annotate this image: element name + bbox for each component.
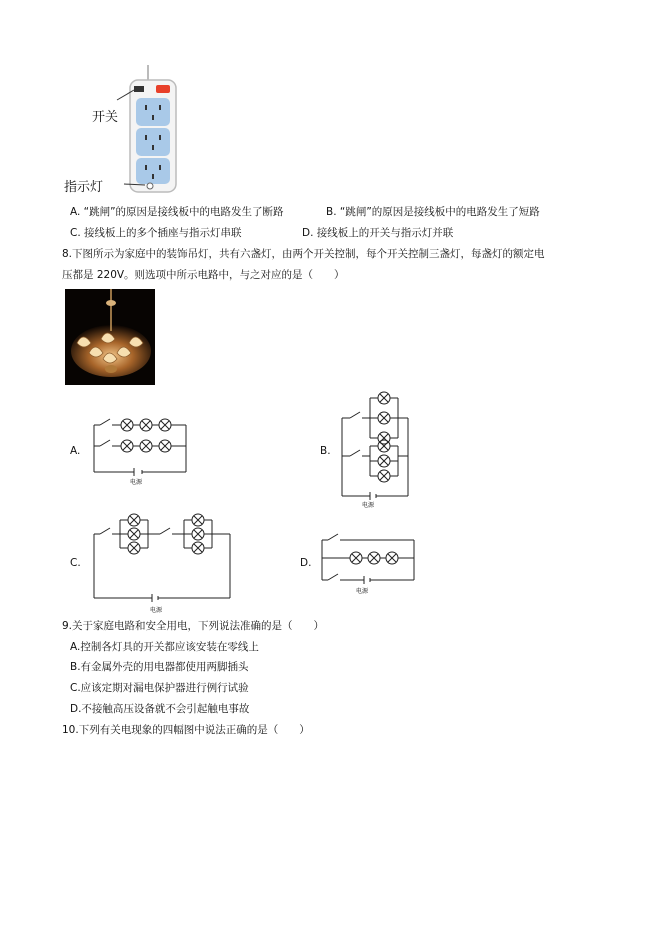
- circuit-b-label: B.: [320, 445, 331, 457]
- q10-stem: 10.下列有关电现象的四幅图中说法正确的是（ ）: [62, 724, 310, 736]
- q7-option-b: B. “跳闸”的原因是接线板中的电路发生了短路: [326, 206, 540, 218]
- chandelier-photo: [65, 289, 155, 385]
- q9-stem: 9.关于家庭电路和安全用电，下列说法准确的是（ ）: [62, 620, 325, 632]
- circuit-c-label: C.: [70, 557, 81, 569]
- q9-option-b: B.有金属外壳的用电器都使用两脚插头: [70, 661, 249, 673]
- switch-label: 开关: [92, 110, 119, 125]
- circuit-a-label: A.: [70, 445, 81, 457]
- circuit-d: [316, 530, 420, 590]
- q7-option-c: C. 接线板上的多个插座与指示灯串联: [70, 227, 242, 239]
- q8-stem-line2: 压都是 220V。则选项中所示电路中，与之对应的是（ ）: [62, 269, 345, 281]
- circuit-d-power-label: 电源: [356, 588, 369, 595]
- q7-option-a: A. “跳闸”的原因是接线板中的电路发生了断路: [70, 206, 284, 218]
- circuit-d-label: D.: [300, 557, 312, 569]
- circuit-a-power-label: 电源: [130, 479, 143, 486]
- circuit-b-power-label: 电源: [362, 502, 375, 509]
- indicator-label: 指示灯: [64, 180, 104, 195]
- q9-option-d: D.不接触高压设备就不会引起触电事故: [70, 703, 250, 715]
- q8-stem-line1: 8.下图所示为家庭中的装饰吊灯，共有六盏灯，由两个开关控制，每个开关控制三盏灯，每盏灯的额定电: [62, 248, 545, 260]
- circuit-a: [86, 412, 196, 484]
- q7-option-d: D. 接线板上的开关与指示灯并联: [302, 227, 454, 239]
- circuit-c-power-label: 电源: [150, 607, 163, 614]
- q9-option-c: C.应该定期对漏电保护器进行例行试验: [70, 682, 249, 694]
- circuit-b: [336, 390, 416, 502]
- circuit-c: [86, 510, 236, 606]
- q9-option-a: A.控制各灯具的开关都应该安装在零线上: [70, 641, 259, 653]
